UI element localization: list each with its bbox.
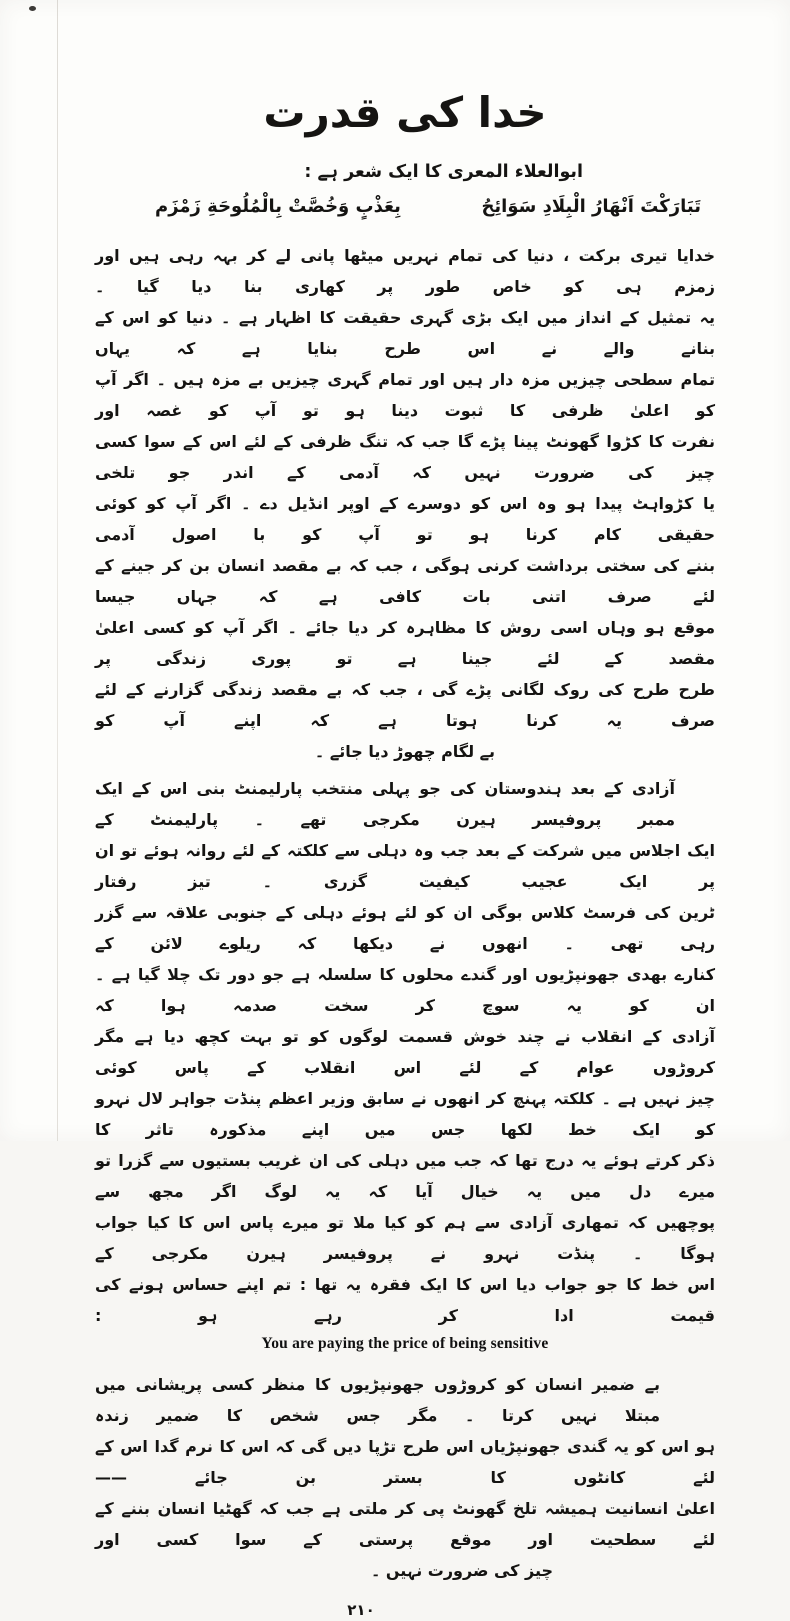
text-line: پوچھیں کہ تمھاری آزادی سے ہم کو کیا ملا تو میرے پاس اس کا کیا جواب ہوگا ۔ پنڈت نہرو نے پروفیسر ہیرن مکرجی کے — [95, 1213, 715, 1263]
text-line: اس خط کا جو جواب دیا اس کا ایک فقرہ یہ تھا : تم اپنے حساس ہونے کی قیمت ادا کر رہے ہو : — [95, 1275, 715, 1325]
text-line: یا کڑواہٹ پیدا ہو وہ اس کو دوسرے کے اوپر انڈیل دے ۔ اگر آپ کو کوئی حقیقی کام کرنا ہو تو آپ کو با اصول آدمی — [95, 494, 715, 544]
text-line: اعلیٰ انسانیت ہمیشہ تلخ گھونٹ پی کر ملتی ہے جب کہ گھٹیا انسان بننے کے لئے سطحیت اور موقع پرستی کے سوا کسی اور — [95, 1499, 715, 1549]
paragraph-3-last-line: چیز کی ضرورت نہیں ۔ — [370, 1561, 554, 1580]
scan-artifact-line — [57, 0, 58, 1141]
couplet-attribution: ابوالعلاء المعری کا ایک شعر ہے : — [304, 162, 583, 182]
couplet-second-hemistich: بِعَذْبٍ وَخُصَّتْ بِالْمُلُوحَةِ زَمْزَم — [155, 196, 401, 217]
paragraph-2 — [95, 773, 715, 1331]
chapter-title: خدا کی قدرت — [263, 88, 547, 137]
paragraph-1 — [95, 240, 715, 736]
text-line: آزادی کے بعد ہندوستان کی جو پہلی منتخب پارلیمنٹ بنی اس کے ایک ممبر پروفیسر ہیرن مکرجی تھے ۔ پارلیمنٹ کے — [95, 779, 675, 829]
paragraph-1-last-line: بے لگام چھوڑ دیا جائے ۔ — [314, 742, 496, 761]
arabic-couplet — [95, 190, 715, 224]
text-line: نفرت کا کڑوا گھونٹ پینا پڑے گا جب کہ تنگ ظرفی کے لئے اس کے سوا کسی چیز کی ضرورت نہیں کہ آدمی کے اندر جو تلخی — [95, 432, 715, 482]
text-line: ایک اجلاس میں شرکت کے بعد جب وہ دہلی سے کلکتہ کے لئے روانہ ہوئے تو ان پر ایک عجیب کیفیت گزری ۔ تیز رفتار — [95, 841, 715, 891]
text-line: چیز نہیں ہے ۔ کلکتہ پہنچ کر انھوں نے سابق وزیر اعظم پنڈت جواہر لال نہرو کو ایک خط لکھا جس میں اپنے مذکورہ تاثر کا — [95, 1089, 716, 1139]
page-number: ۲۱۰ — [347, 1601, 375, 1619]
couplet-first-hemistich: تَبَارَكْتَ اَنْهَارُ الْبِلَادِ سَوَائِحُ — [481, 196, 701, 217]
text-line: خدایا تیری برکت ، دنیا کی تمام نہریں میٹھا پانی لے کر بہہ رہی ہیں اور زمزم ہی کو خاص طور پر کھاری بنا دیا گیا ۔ — [95, 246, 715, 296]
text-line: یہ تمثیل کے انداز میں ایک بڑی گہری حقیقت کا اظہار ہے ۔ دنیا کو اس کے بنانے والے نے اس طرح بنایا ہے کہ یہاں — [95, 308, 715, 358]
text-line: بے ضمیر انسان کو کروڑوں جھونپڑیوں کا منظر کسی پریشانی میں مبتلا نہیں کرتا ۔ مگر جس شخص کا ضمیر زندہ — [95, 1375, 660, 1425]
page-content — [95, 0, 715, 1621]
text-line: تمام سطحی چیزیں مزہ دار ہیں اور تمام گہری چیزیں بے مزہ ہیں ۔ اگر آپ کو اعلیٰ ظرفی کا ثبوت دینا ہو تو آپ کو غصہ اور — [95, 370, 715, 420]
text-line: ذکر کرتے ہوئے یہ درج تھا کہ جب میں دہلی کی ان غریب بستیوں سے گزرا تو میرے دل میں یہ خیال آیا کہ یہ لوگ اگر مجھ سے — [95, 1151, 715, 1201]
text-line: موقع ہو وہاں اسی روش کا مظاہرہ کر دیا جائے ۔ اگر آپ کو کسی اعلیٰ مقصد کے لئے جینا ہے تو پوری زندگی پر — [95, 618, 715, 668]
text-line: آزادی کے انقلاب نے چند خوش قسمت لوگوں کو تو بہت کچھ دیا ہے مگر کروڑوں عوام کے لئے اس انقلاب کے پاس کوئی — [95, 1027, 715, 1077]
english-quote-line: You are paying the price of being sensitive — [261, 1335, 549, 1352]
text-line: کنارے بھدی جھونپڑیوں اور گندے محلوں کا سلسلہ ہے جو دور تک چلا گیا ہے ۔ ان کو یہ سوچ کر سخت صدمہ ہوا کہ — [95, 965, 715, 1015]
text-line: ٹرین کی فرسٹ کلاس بوگی ان کو لئے ہوئے دہلی کے جنوبی علاقہ سے گزر رہی تھی ۔ انھوں نے دیکھا کہ ریلوے لائن کے — [95, 903, 715, 953]
paragraph-3 — [95, 1369, 715, 1555]
scan-artifact-speck — [29, 6, 36, 11]
text-line: ہو اس کو یہ گندی جھونپڑیاں اس طرح تڑپا دیں گی کہ اس کا نرم گدا اس کے لئے کانٹوں کا بستر بن جائے —— — [95, 1437, 715, 1487]
text-line: طرح طرح کی روک لگانی پڑے گی ، جب کہ بے مقصد زندگی گزارنے کے لئے صرف یہ کرنا ہوتا ہے کہ اپنے آپ کو — [95, 680, 715, 730]
text-line: بننے کی سختی برداشت کرنی ہوگی ، جب کہ بے مقصد انسان بن کر جینے کے لئے صرف اتنی بات کافی ہے کہ جہاں جیسا — [95, 556, 715, 606]
